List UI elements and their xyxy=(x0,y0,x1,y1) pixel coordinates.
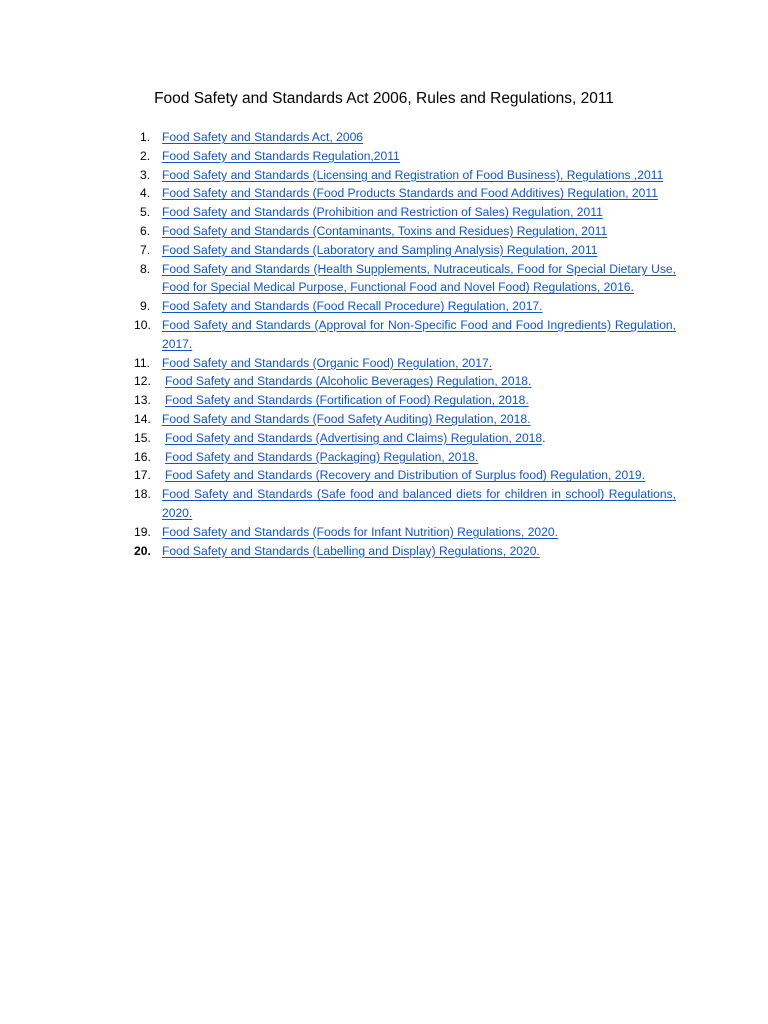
list-item-19 xyxy=(132,523,676,542)
list-item-18 xyxy=(132,485,676,523)
list-item-text xyxy=(162,222,676,241)
regulation-link-14[interactable]: Food Safety and Standards (Food Safety Auditing) Regulation, 2018. xyxy=(162,411,531,426)
list-item-text xyxy=(162,241,676,260)
list-item-text xyxy=(162,166,676,185)
list-number: 17. xyxy=(134,468,151,483)
list-number: 2. xyxy=(140,148,151,163)
list-item-17 xyxy=(132,466,676,485)
regulation-link-2[interactable]: Food Safety and Standards Regulation,2011 xyxy=(162,148,400,163)
list-item-10 xyxy=(132,316,676,354)
list-number: 18. xyxy=(134,487,151,502)
list-item-text xyxy=(162,485,676,523)
regulation-link-15[interactable]: Food Safety and Standards (Advertising and Claims) Regulation, 2018 xyxy=(165,430,543,445)
list-number: 11. xyxy=(134,355,150,370)
list-item-text xyxy=(162,429,676,448)
list-item-text xyxy=(162,184,676,203)
trailing-period: . xyxy=(542,430,546,445)
list-number: 12. xyxy=(134,374,151,389)
list-item-8 xyxy=(132,260,676,298)
regulation-link-20[interactable]: Food Safety and Standards (Labelling and Display) Regulations, 2020. xyxy=(162,543,540,558)
list-number: 5. xyxy=(140,205,151,220)
list-item-text xyxy=(162,542,676,561)
list-number: 16. xyxy=(134,449,151,464)
regulation-link-19[interactable]: Food Safety and Standards (Foods for Infant Nutrition) Regulations, 2020. xyxy=(162,524,558,539)
list-item-20 xyxy=(132,542,676,561)
document-title: Food Safety and Standards Act 2006, Rules and Regulations, 2011 xyxy=(154,90,614,107)
regulation-link-17[interactable]: Food Safety and Standards (Recovery and Distribution of Surplus food) Regulation, 2019. xyxy=(165,468,646,483)
regulation-link-8[interactable]: Food Safety and Standards (Health Supplements, Nutraceuticals, Food for Special Dietary Use, Food for Special Medical Purpose, Functional Food and Novel Food) Regulations, 2016. xyxy=(162,261,676,295)
regulation-link-5[interactable]: Food Safety and Standards (Prohibition and Restriction of Sales) Regulation, 2011 xyxy=(162,205,603,220)
list-number: 3. xyxy=(140,167,151,182)
list-item-text xyxy=(162,523,676,542)
list-number: 1. xyxy=(140,130,151,144)
list-item-4 xyxy=(132,184,676,203)
list-item-7 xyxy=(132,241,676,260)
list-number: 10. xyxy=(134,317,151,332)
regulation-link-11[interactable]: Food Safety and Standards (Organic Food) Regulation, 2017. xyxy=(162,355,493,370)
list-number: 9. xyxy=(140,299,151,314)
list-item-text xyxy=(162,391,676,410)
list-item-6 xyxy=(132,222,676,241)
list-number: 13. xyxy=(134,393,151,408)
list-item-13 xyxy=(132,391,676,410)
regulation-link-9[interactable]: Food Safety and Standards (Food Recall Procedure) Regulation, 2017. xyxy=(162,299,543,314)
list-item-14 xyxy=(132,410,676,429)
list-item-16 xyxy=(132,448,676,467)
regulation-link-13[interactable]: Food Safety and Standards (Fortification of Food) Regulation, 2018. xyxy=(165,393,529,408)
list-item-3 xyxy=(132,166,676,185)
list-item-12 xyxy=(132,372,676,391)
list-number: 8. xyxy=(140,261,151,276)
regulation-link-12[interactable]: Food Safety and Standards (Alcoholic Beverages) Regulation, 2018. xyxy=(165,374,532,389)
list-item-text xyxy=(162,260,676,298)
list-item-text xyxy=(162,354,676,373)
list-number: 6. xyxy=(140,223,151,238)
list-item-text xyxy=(162,466,676,485)
regulation-link-1[interactable]: Food Safety and Standards Act, 2006 xyxy=(162,130,364,144)
regulation-link-6[interactable]: Food Safety and Standards (Contaminants, Toxins and Residues) Regulation, 2011 xyxy=(162,223,608,238)
regulation-link-7[interactable]: Food Safety and Standards (Laboratory and Sampling Analysis) Regulation, 2011 xyxy=(162,242,598,257)
regulation-link-18[interactable]: Food Safety and Standards (Safe food and balanced diets for children in school) Regulations, 2020. xyxy=(162,487,676,520)
list-item-text xyxy=(162,147,676,166)
list-number: 4. xyxy=(140,186,151,201)
list-number: 7. xyxy=(140,242,151,257)
list-item-text xyxy=(162,297,676,316)
list-item-text xyxy=(162,203,676,222)
list-number: 14. xyxy=(134,411,151,426)
list-item-text xyxy=(162,448,676,467)
list-item-text xyxy=(162,316,676,354)
regulation-link-4[interactable]: Food Safety and Standards (Food Products Standards and Food Additives) Regulation, 2011 xyxy=(162,186,658,201)
list-item-2 xyxy=(132,147,676,166)
regulations-list xyxy=(132,128,676,560)
list-item-5 xyxy=(132,203,676,222)
list-item-text xyxy=(162,372,676,391)
list-item-9 xyxy=(132,297,676,316)
regulation-link-10[interactable]: Food Safety and Standards (Approval for Non-Specific Food and Food Ingredients) Regulation, 2017. xyxy=(162,317,676,351)
list-number: 15. xyxy=(134,430,151,445)
regulation-link-3[interactable]: Food Safety and Standards (Licensing and Registration of Food Business), Regulations ,2011 xyxy=(162,167,664,182)
list-item-1 xyxy=(132,128,676,147)
list-item-15 xyxy=(132,429,676,448)
list-number: 19. xyxy=(134,524,151,539)
regulation-link-16[interactable]: Food Safety and Standards (Packaging) Regulation, 2018. xyxy=(165,449,479,464)
list-item-text xyxy=(162,410,676,429)
list-item-text xyxy=(162,128,676,147)
list-number: 20. xyxy=(134,543,151,558)
list-item-11 xyxy=(132,354,676,373)
